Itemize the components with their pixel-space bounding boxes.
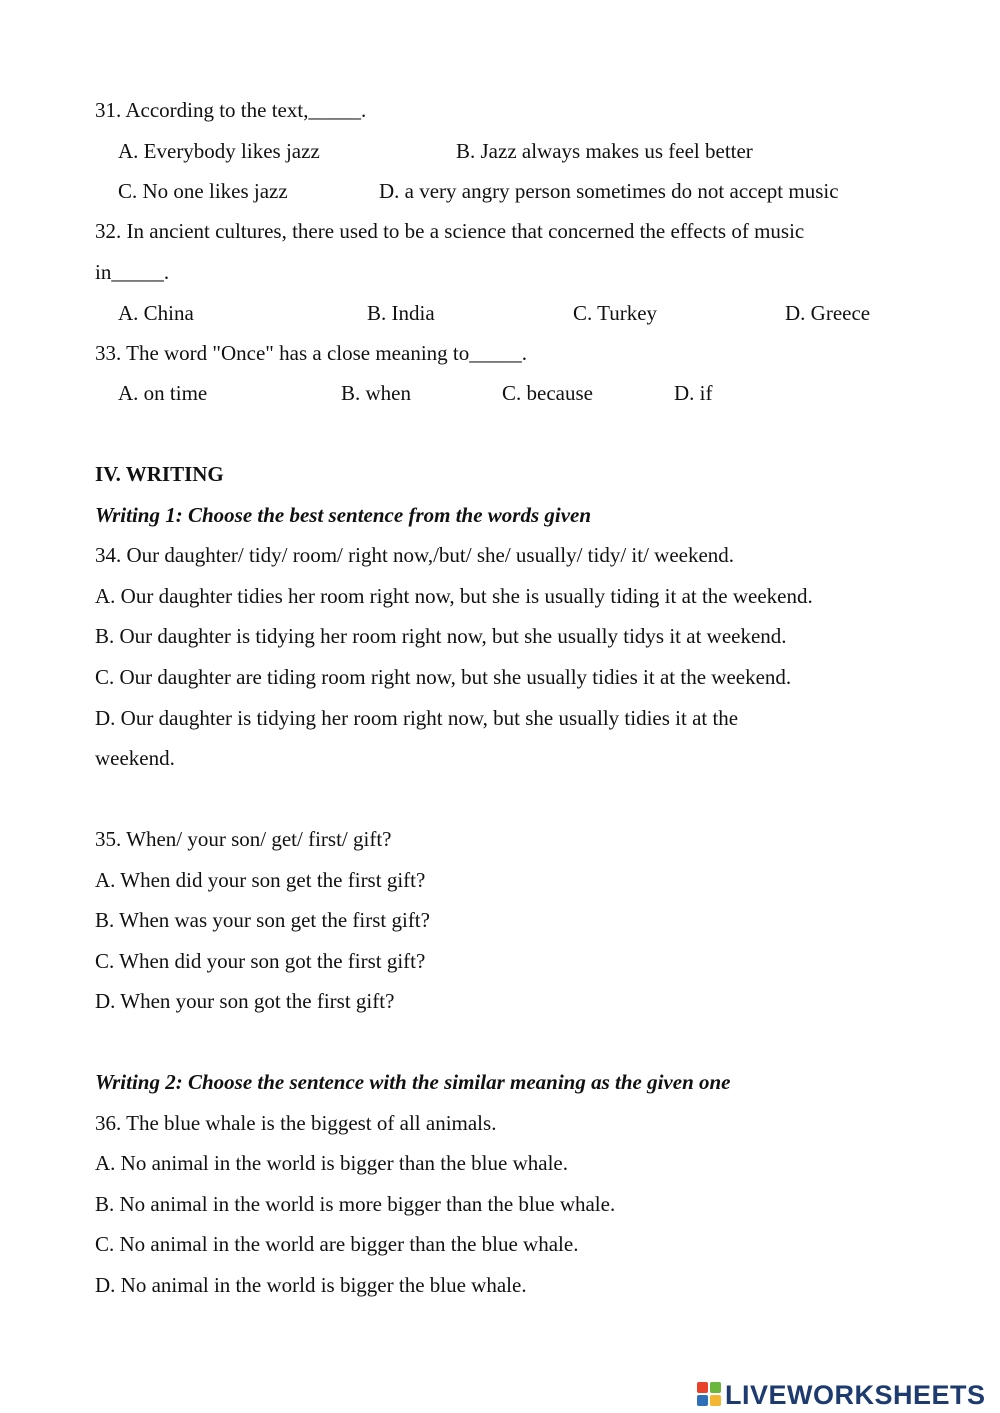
q36-option-d: D. No animal in the world is bigger the blue whale.	[95, 1273, 527, 1297]
q31-option-d: D. a very angry person sometimes do not accept music	[379, 179, 839, 203]
writing2-title: Writing 2: Choose the sentence with the similar meaning as the given one	[95, 1070, 731, 1094]
q34-option-a: A. Our daughter tidies her room right now, but she is usually tiding it at the weekend.	[95, 584, 813, 608]
q36-stem: 36. The blue whale is the biggest of all animals.	[95, 1111, 497, 1135]
q34-option-d-line2: weekend.	[95, 746, 175, 770]
writing1-title: Writing 1: Choose the best sentence from the words given	[95, 503, 592, 527]
q35-option-d: D. When your son got the first gift?	[95, 989, 395, 1013]
section-title: IV. WRITING	[95, 462, 224, 486]
q33-stem: 33. The word "Once" has a close meaning to_____.	[95, 341, 527, 365]
q32-option-d: D. Greece	[785, 301, 871, 325]
q35-option-c: C. When did your son got the first gift?	[95, 949, 426, 973]
q35-option-a: A. When did your son get the first gift?	[95, 868, 426, 892]
q36-option-b: B. No animal in the world is more bigger than the blue whale.	[95, 1192, 616, 1216]
q33-option-b: B. when	[341, 381, 411, 405]
q33-option-c: C. because	[502, 381, 593, 405]
q32-option-a: A. China	[118, 301, 194, 325]
q34-option-d-line1: D. Our daughter is tidying her room right now, but she usually tidies it at the	[95, 706, 739, 730]
q31-option-c: C. No one likes jazz	[118, 179, 288, 203]
q35-stem: 35. When/ your son/ get/ first/ gift?	[95, 827, 392, 851]
q32-stem-line1: 32. In ancient cultures, there used to be a science that concerned the effects of music	[95, 219, 805, 243]
q33-option-a: A. on time	[118, 381, 208, 405]
q32-option-c: C. Turkey	[573, 301, 658, 325]
q31-option-a: A. Everybody likes jazz	[118, 139, 320, 163]
q32-option-b: B. India	[367, 301, 435, 325]
q31-option-b: B. Jazz always makes us feel better	[456, 139, 753, 163]
q31-stem: 31. According to the text,_____.	[95, 98, 367, 122]
liveworksheets-logo-icon	[697, 1382, 723, 1408]
q34-stem: 34. Our daughter/ tidy/ room/ right now,/but/ she/ usually/ tidy/ it/ weekend.	[95, 543, 735, 567]
q33-option-d: D. if	[674, 381, 713, 405]
q36-option-c: C. No animal in the world are bigger than the blue whale.	[95, 1232, 579, 1256]
q36-option-a: A. No animal in the world is bigger than the blue whale.	[95, 1151, 568, 1175]
liveworksheets-logo	[697, 1378, 986, 1412]
q35-option-b: B. When was your son get the first gift?	[95, 908, 430, 932]
q34-option-b: B. Our daughter is tidying her room right now, but she usually tidys it at weekend.	[95, 624, 787, 648]
q32-stem-line2: in_____.	[95, 260, 170, 284]
logo-text: LIVEWORKSHEETS	[725, 1379, 986, 1410]
q34-option-c: C. Our daughter are tiding room right now, but she usually tidies it at the weekend.	[95, 665, 792, 689]
